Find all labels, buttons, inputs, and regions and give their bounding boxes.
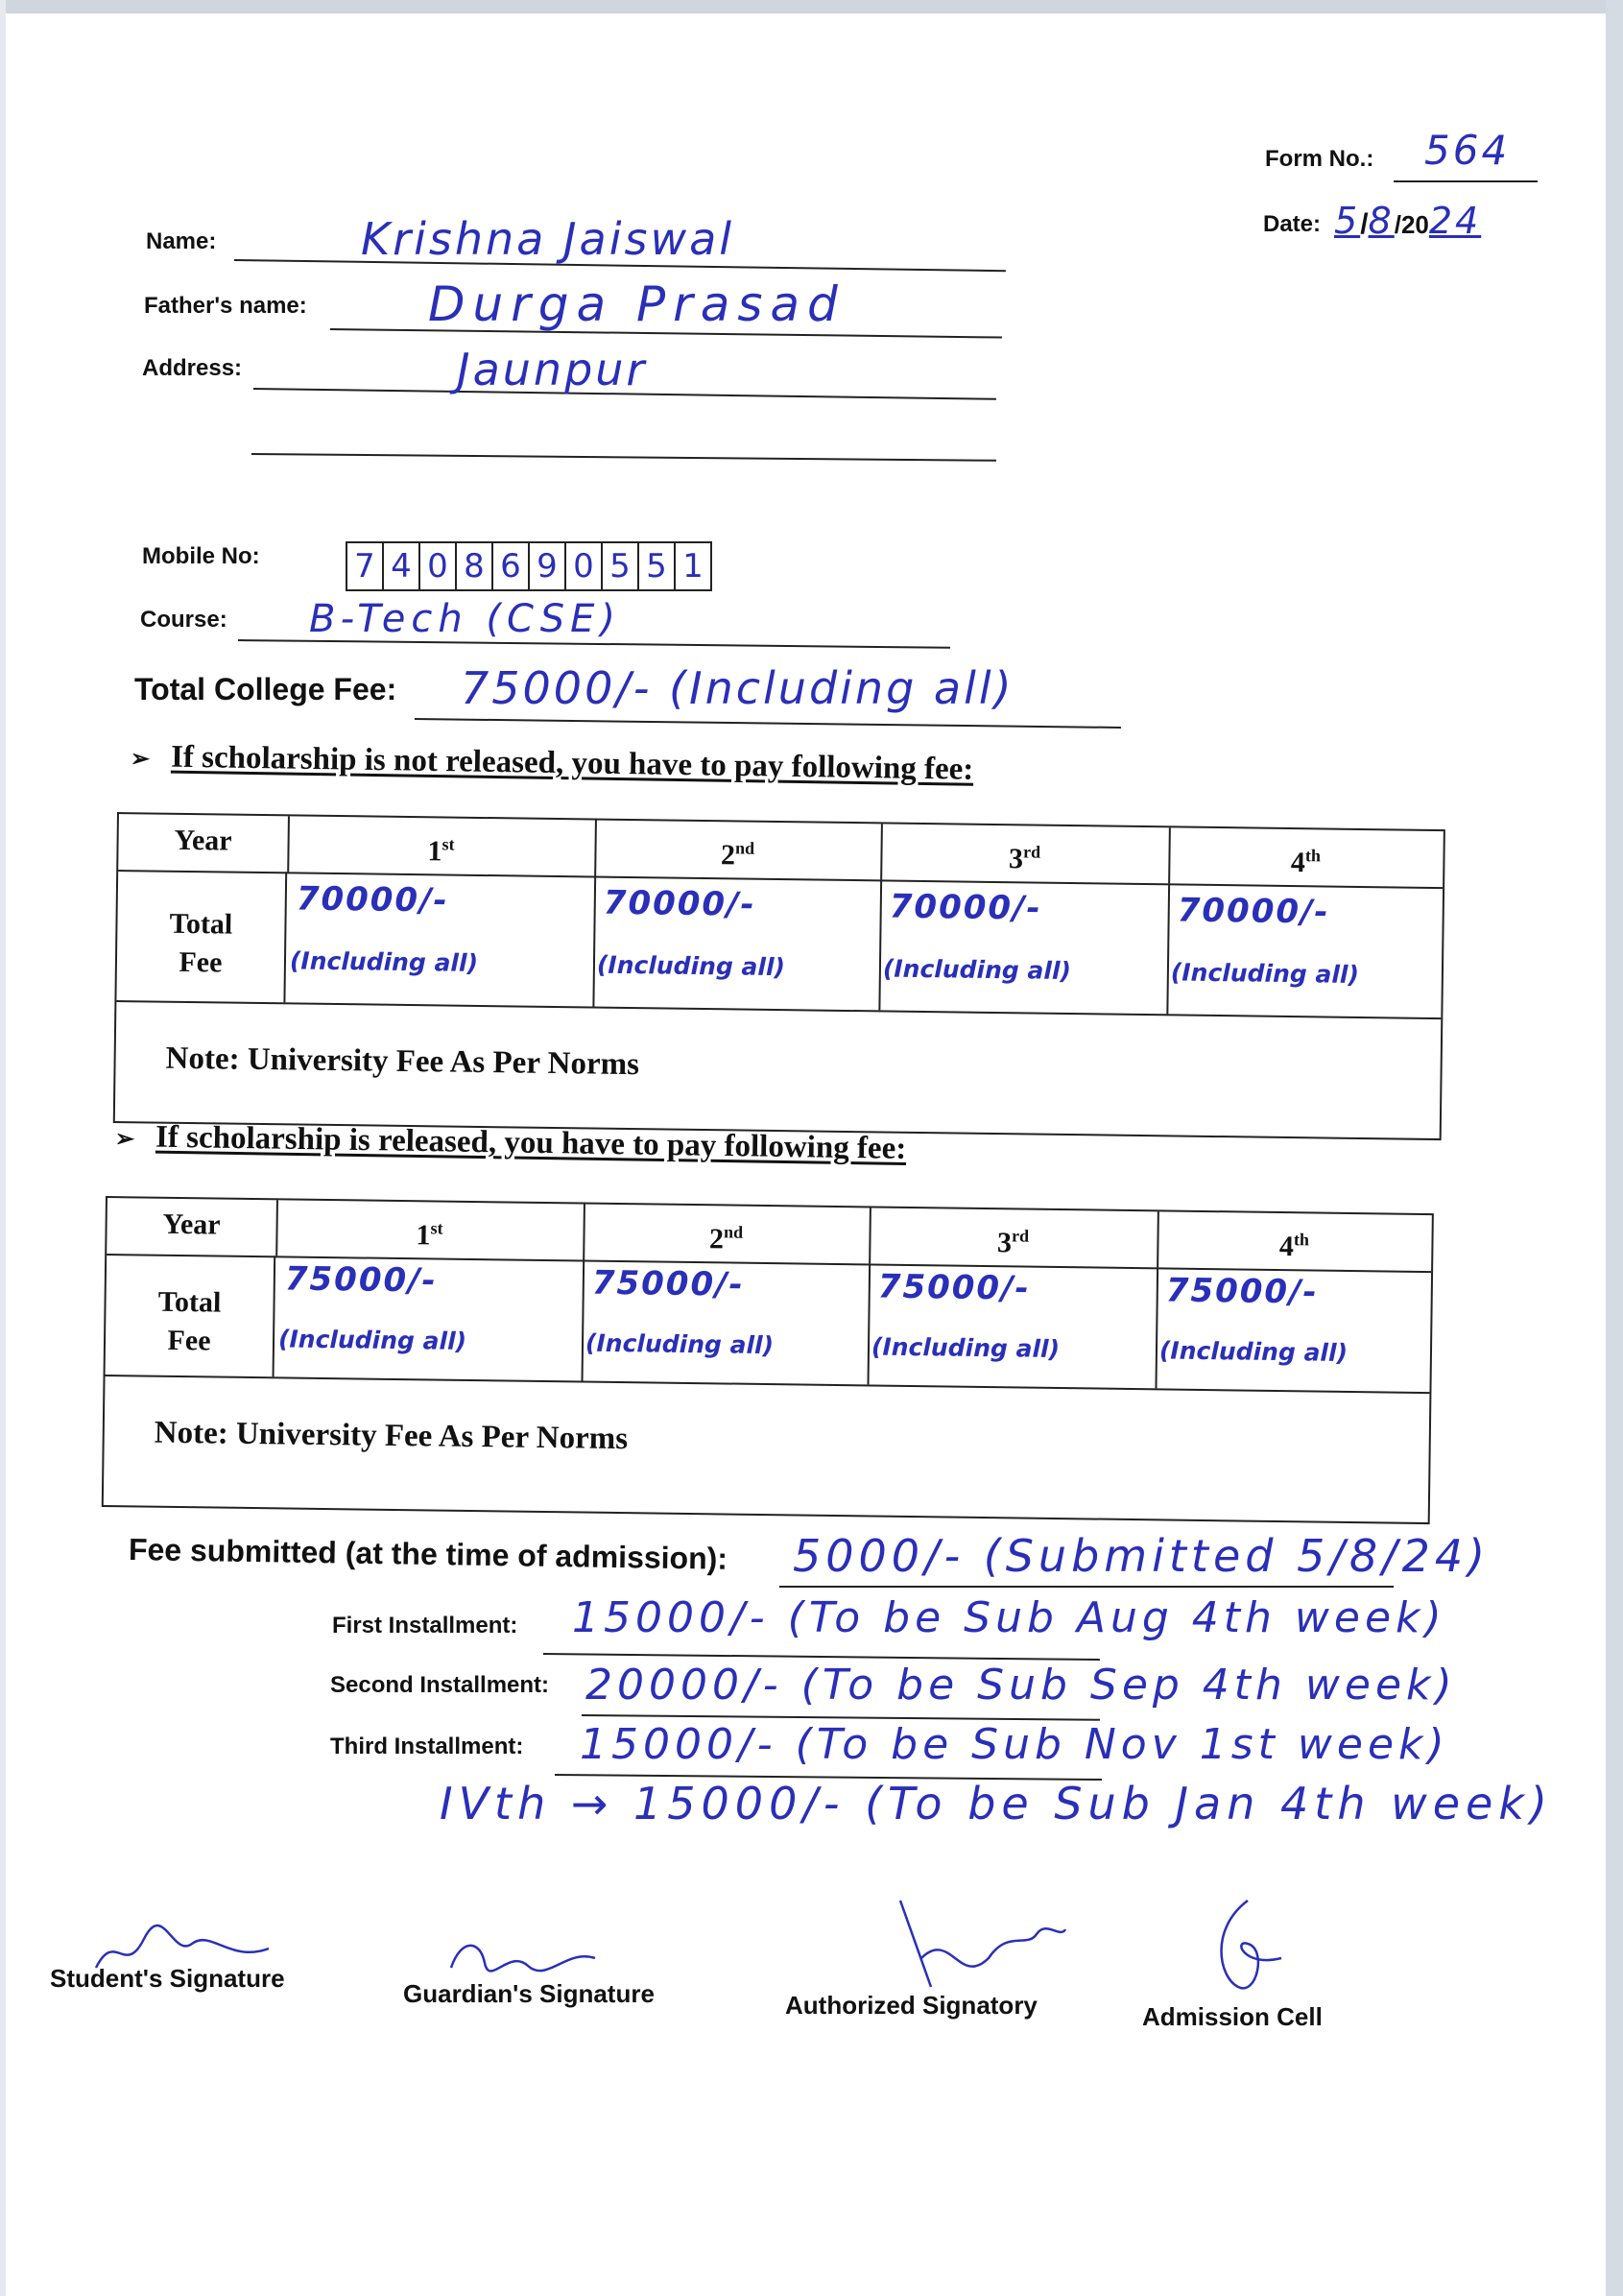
- authorized-signature-scrawl: [883, 1891, 1075, 2006]
- mobile-digit-boxes: [346, 541, 712, 591]
- total-fee-line: [415, 718, 1121, 729]
- header-year-4: 4th: [1278, 1230, 1310, 1263]
- fee-cell-year-1: 70000/- (Including all): [285, 872, 596, 1006]
- mobile-digit: 9: [530, 543, 566, 589]
- father-label: Father's name:: [144, 293, 307, 319]
- fee-cell-year-2: 70000/- (Including all): [592, 876, 882, 1011]
- date-year-suffix: 24: [1428, 200, 1482, 242]
- name-value: Krishna Jaiswal: [361, 213, 735, 265]
- date-year-prefix: 20: [1400, 210, 1429, 239]
- fee-cell-year-3: 75000/- (Including all): [867, 1263, 1158, 1388]
- fee-table-not-released: [113, 812, 1445, 1140]
- date-month: 8: [1368, 200, 1395, 242]
- header-year-1: 1st: [287, 816, 597, 875]
- scan-edge-top: [0, 0, 1623, 13]
- fee-table-released: [102, 1196, 1434, 1524]
- fee-submitted-line: [779, 1586, 1394, 1588]
- header-year: Year: [118, 814, 290, 872]
- course-label: Course:: [140, 607, 227, 633]
- date-label: Date:: [1263, 211, 1322, 237]
- date-day: 5: [1334, 200, 1361, 242]
- section-released-heading-text: If scholarship is released, you have to pay following fee:: [155, 1119, 907, 1166]
- table-note: Note: University Fee As Per Norms: [165, 1040, 640, 1083]
- section-not-released-heading-text: If scholarship is not released, you have to pay following fee:: [170, 739, 974, 787]
- mobile-digit: 5: [603, 543, 639, 589]
- date-field: 5/8/2024: [1334, 200, 1482, 242]
- second-installment-label: Second Installment:: [330, 1672, 550, 1698]
- address-line-2: [251, 453, 996, 462]
- total-fee-value: 75000/- (Including all): [461, 662, 1014, 714]
- address-value: Jaunpur: [457, 344, 648, 395]
- header-year-3: 3rd: [869, 1208, 1159, 1267]
- admission-signature-scrawl: [1190, 1891, 1296, 2006]
- guardian-signature-scrawl: [442, 1929, 605, 1987]
- header-year-2: 2nd: [594, 821, 883, 880]
- header-year-4: 4th: [1290, 846, 1322, 879]
- course-value: B-Tech (CSE): [309, 597, 621, 641]
- mobile-digit: 6: [493, 543, 530, 589]
- mobile-digit: 4: [384, 543, 420, 589]
- table-fee-row: [116, 870, 1443, 1019]
- header-year-1: 1st: [275, 1200, 585, 1259]
- fee-cell-year-4: 70000/- (Including all): [1170, 891, 1360, 989]
- first-installment-value: 15000/- (To be Sub Aug 4th week): [572, 1593, 1446, 1642]
- section-not-released-heading: ➢ If scholarship is not released, you have to pay following fee:: [130, 739, 974, 787]
- authorized-signatory-label: Authorized Signatory: [785, 1991, 1038, 2020]
- second-installment-value: 20000/- (To be Sub Sep 4th week): [585, 1661, 1457, 1710]
- first-installment-label: First Installment:: [332, 1613, 518, 1638]
- fee-submitted-label: Fee submitted (at the time of admission):: [128, 1532, 728, 1576]
- address-label: Address:: [142, 355, 243, 381]
- scan-edge-right: [1606, 0, 1623, 2296]
- header-year-2: 2nd: [583, 1205, 871, 1264]
- table-fee-row: [106, 1254, 1432, 1394]
- mobile-digit: 0: [420, 543, 457, 589]
- fourth-installment-value: IVth → 15000/- (To be Sub Jan 4th week): [440, 1778, 1553, 1830]
- mobile-digit: 1: [682, 547, 704, 586]
- third-installment-value: 15000/- (To be Sub Nov 1st week): [580, 1720, 1449, 1769]
- mobile-digit: 7: [347, 543, 384, 589]
- form-no-label: Form No.:: [1265, 146, 1374, 172]
- fee-cell-year-1: 75000/- (Including all): [274, 1256, 585, 1380]
- table-note: Note: University Fee As Per Norms: [154, 1415, 629, 1457]
- form-no-value: 564: [1424, 127, 1511, 174]
- header-year-3: 3rd: [880, 824, 1171, 883]
- section-released-heading: ➢ If scholarship is released, you have to pay following fee:: [114, 1119, 907, 1166]
- header-year: Year: [107, 1198, 278, 1256]
- fee-cell-year-2: 75000/- (Including all): [582, 1260, 871, 1385]
- admission-cell-label: Admission Cell: [1142, 2002, 1323, 2031]
- fee-cell-year-4: 75000/- (Including all): [1158, 1271, 1349, 1367]
- mobile-digit: 5: [639, 543, 676, 589]
- fee-submitted-value: 5000/- (Submitted 5/8/24): [793, 1530, 1491, 1582]
- first-installment-line: [543, 1653, 1100, 1661]
- mobile-label: Mobile No:: [142, 543, 260, 569]
- total-fee-label: Total College Fee:: [134, 672, 397, 706]
- mobile-digit: 0: [566, 543, 603, 589]
- scan-edge-left: [0, 0, 6, 2296]
- mobile-digit: 8: [457, 543, 493, 589]
- father-value: Durga Prasad: [428, 276, 846, 332]
- form-no-line: [1394, 180, 1538, 182]
- third-installment-label: Third Installment:: [330, 1734, 524, 1759]
- fee-cell-year-3: 70000/- (Including all): [878, 879, 1170, 1014]
- row-label-total-fee: Total Fee: [116, 870, 287, 1002]
- row-label-total-fee: Total Fee: [106, 1254, 276, 1376]
- name-label: Name:: [146, 228, 217, 254]
- guardian-signature-label: Guardian's Signature: [403, 1979, 655, 2008]
- student-signature-label: Student's Signature: [50, 1964, 285, 1993]
